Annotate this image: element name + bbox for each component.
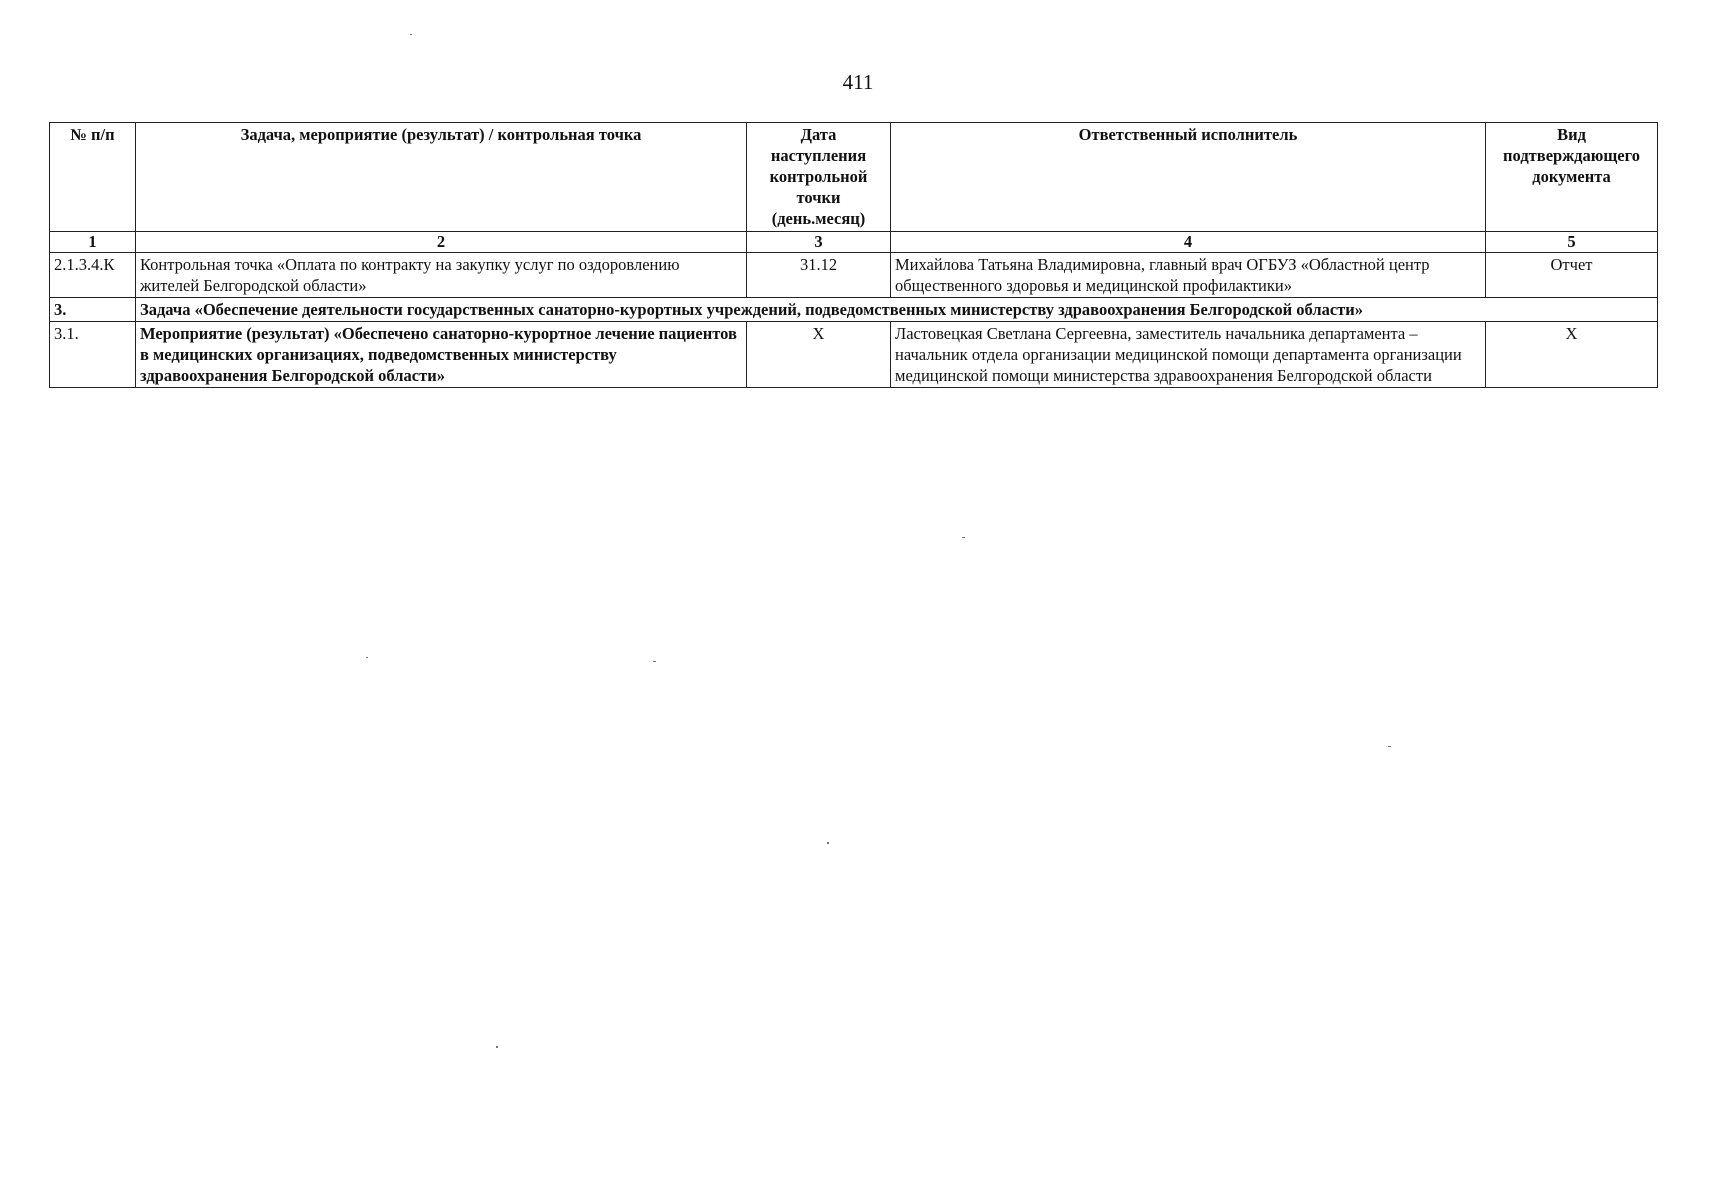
scan-speck: [410, 34, 412, 35]
header-doc-type: Вид подтверждающего документа: [1486, 123, 1658, 232]
row-doc-type: X: [1486, 322, 1658, 388]
column-number: 5: [1486, 232, 1658, 253]
column-number: 1: [50, 232, 136, 253]
scan-speck: [366, 657, 368, 658]
row-doc-type: Отчет: [1486, 253, 1658, 298]
scan-speck: [827, 842, 829, 844]
table-row: [50, 322, 1658, 388]
header-task: Задача, мероприятие (результат) / контрольная точка: [136, 123, 747, 232]
row-responsible: Михайлова Татьяна Владимировна, главный врач ОГБУЗ «Областной центр общественного здоровья и медицинской профилактики»: [891, 253, 1486, 298]
column-number: 4: [891, 232, 1486, 253]
row-responsible: Ластовецкая Светлана Сергеевна, заместитель начальника департамента – начальник отдела организации медицинской помощи департамента организации медицинской помощи министерства здравоохранения Белгородской области: [891, 322, 1486, 388]
header-responsible: Ответственный исполнитель: [891, 123, 1486, 232]
column-number: 2: [136, 232, 747, 253]
table-row: [50, 253, 1658, 298]
row-date: X: [747, 322, 891, 388]
row-date: 31.12: [747, 253, 891, 298]
header-no: № п/п: [50, 123, 136, 232]
scan-speck: [653, 661, 656, 662]
row-task: Задача «Обеспечение деятельности государственных санаторно-курортных учреждений, подведомственных министерству здравоохранения Белгородской области»: [136, 298, 1658, 322]
column-numbers-row: [50, 232, 1658, 253]
control-points-table: [49, 122, 1658, 388]
scan-speck: [962, 537, 965, 538]
row-number: 3.1.: [50, 322, 136, 388]
row-number: 3.: [50, 298, 136, 322]
table-header-row: [50, 123, 1658, 232]
header-date: Дата наступления контрольной точки (день.месяц): [747, 123, 891, 232]
scan-speck: [1388, 746, 1391, 747]
column-number: 3: [747, 232, 891, 253]
table-row-task-heading: [50, 298, 1658, 322]
row-task: Контрольная точка «Оплата по контракту на закупку услуг по оздоровлению жителей Белгородской области»: [136, 253, 747, 298]
row-task: Мероприятие (результат) «Обеспечено санаторно-курортное лечение пациентов в медицинских организациях, подведомственных министерству здравоохранения Белгородской области»: [136, 322, 747, 388]
row-number: 2.1.3.4.К: [50, 253, 136, 298]
page-number: 411: [842, 70, 874, 94]
scan-speck: [496, 1046, 498, 1048]
